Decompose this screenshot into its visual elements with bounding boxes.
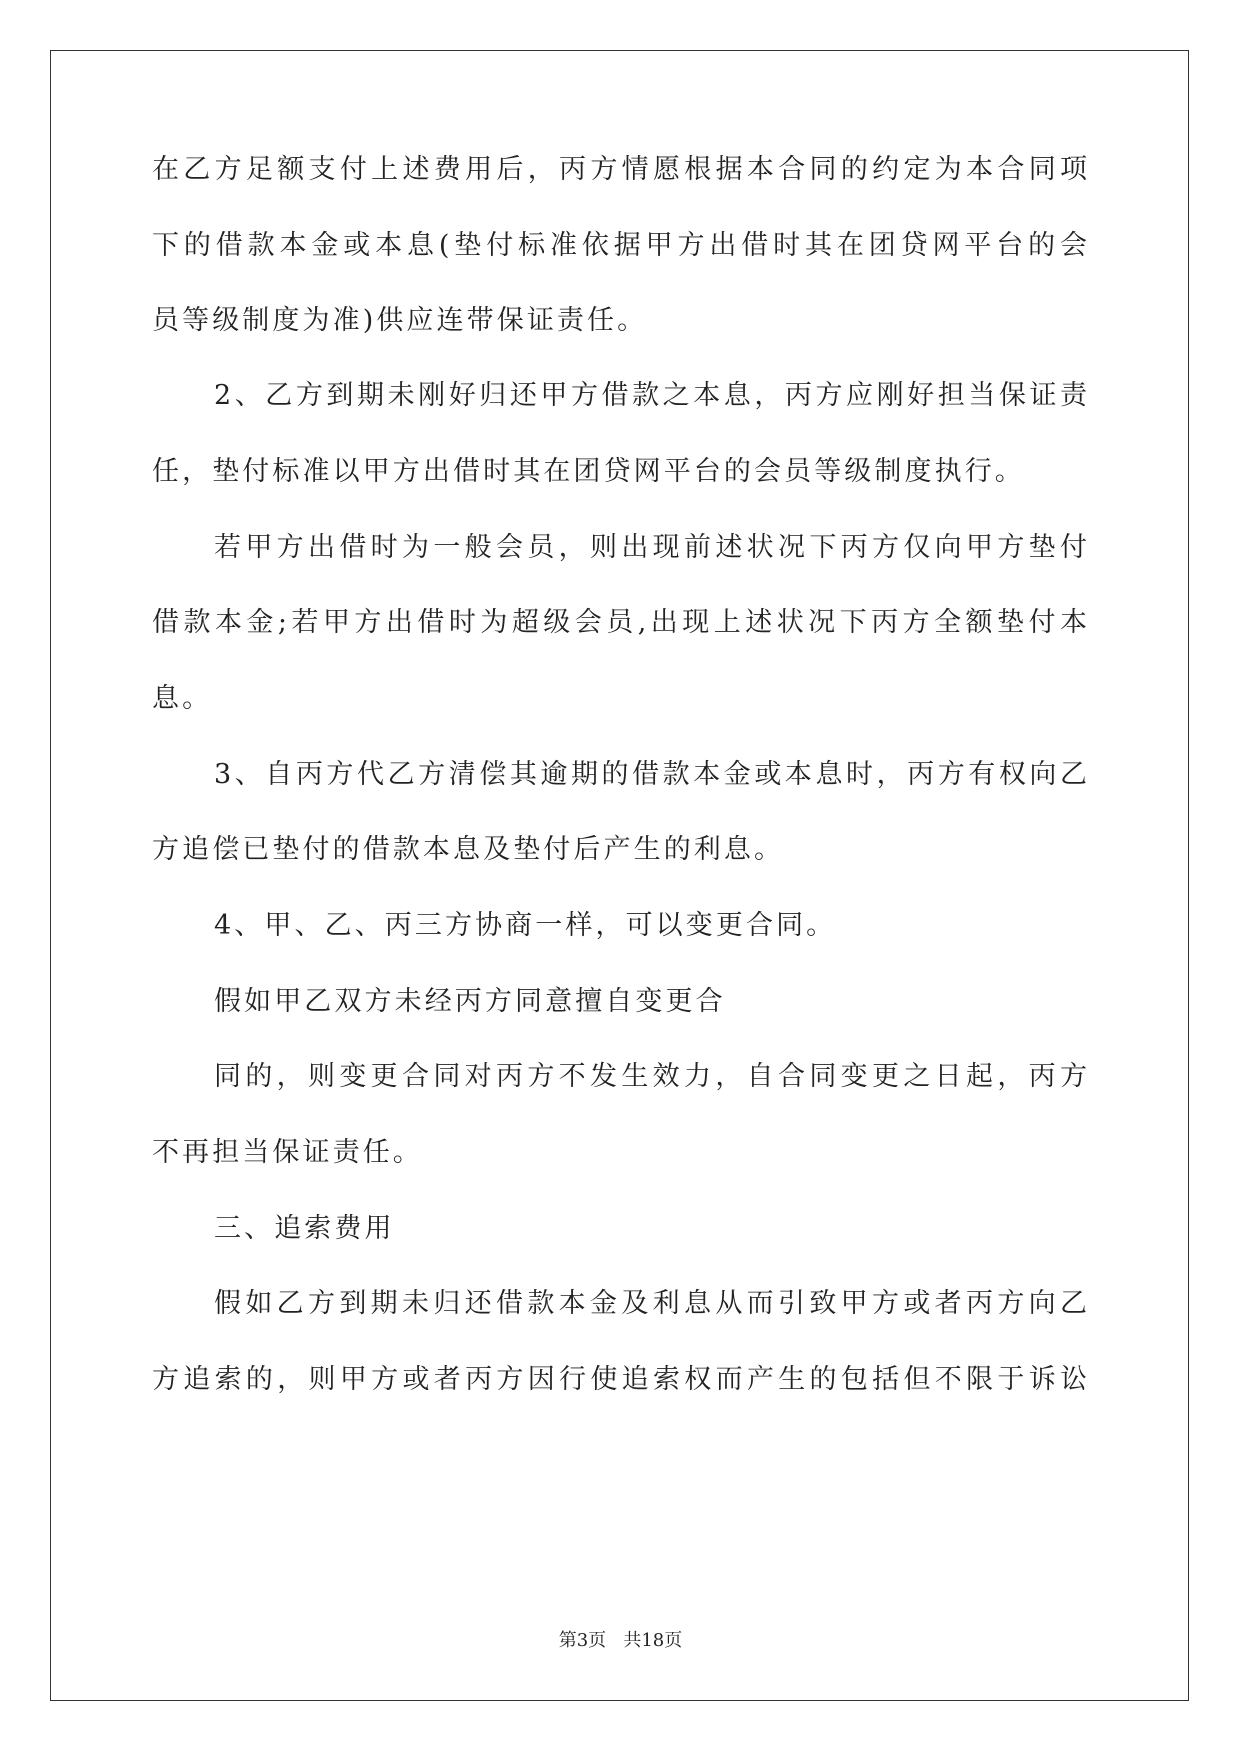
body-text-line: 员等级制度为准)供应连带保证责任。 [152,305,648,336]
body-text-line: 在乙方足额支付上述费用后，丙方情愿根据本合同的约定为本合同项 [152,154,1087,185]
page-number-footer: 第3页 共18页 [558,1630,683,1651]
body-text-line: 若甲方出借时为一般会员，则出现前述状况下丙方仅向甲方垫付 [214,532,1087,563]
section-heading: 三、追索费用 [214,1213,395,1244]
body-text-line: 方追偿已垫付的借款本息及垫付后产生的利息。 [152,834,785,865]
body-text-line: 息。 [152,683,213,714]
body-text-line: 假如乙方到期未归还借款本金及利息从而引致甲方或者丙方向乙 [214,1288,1087,1319]
body-text-line: 2、乙方到期未刚好归还甲方借款之本息，丙方应刚好担当保证责 [214,380,1087,411]
body-text-line: 不再担当保证责任。 [152,1137,423,1168]
body-text-line: 假如甲乙双方未经丙方同意擅自变更合 [214,986,726,1017]
body-text-line: 4、甲、乙、丙三方协商一样，可以变更合同。 [214,910,837,941]
body-text-line: 任，垫付标准以甲方出借时其在团贷网平台的会员等级制度执行。 [152,456,1025,487]
body-text-line: 下的借款本金或本息(垫付标准依据甲方出借时其在团贷网平台的会 [152,230,1087,261]
page-border [50,50,1189,1701]
body-text-line: 同的，则变更合同对丙方不发生效力，自合同变更之日起，丙方 [214,1061,1087,1092]
body-text-line: 3、自丙方代乙方清偿其逾期的借款本金或本息时，丙方有权向乙 [214,759,1087,790]
body-text-line: 方追索的，则甲方或者丙方因行使追索权而产生的包括但不限于诉讼 [152,1364,1087,1395]
body-text-line: 借款本金;若甲方出借时为超级会员,出现上述状况下丙方全额垫付本 [152,607,1087,638]
